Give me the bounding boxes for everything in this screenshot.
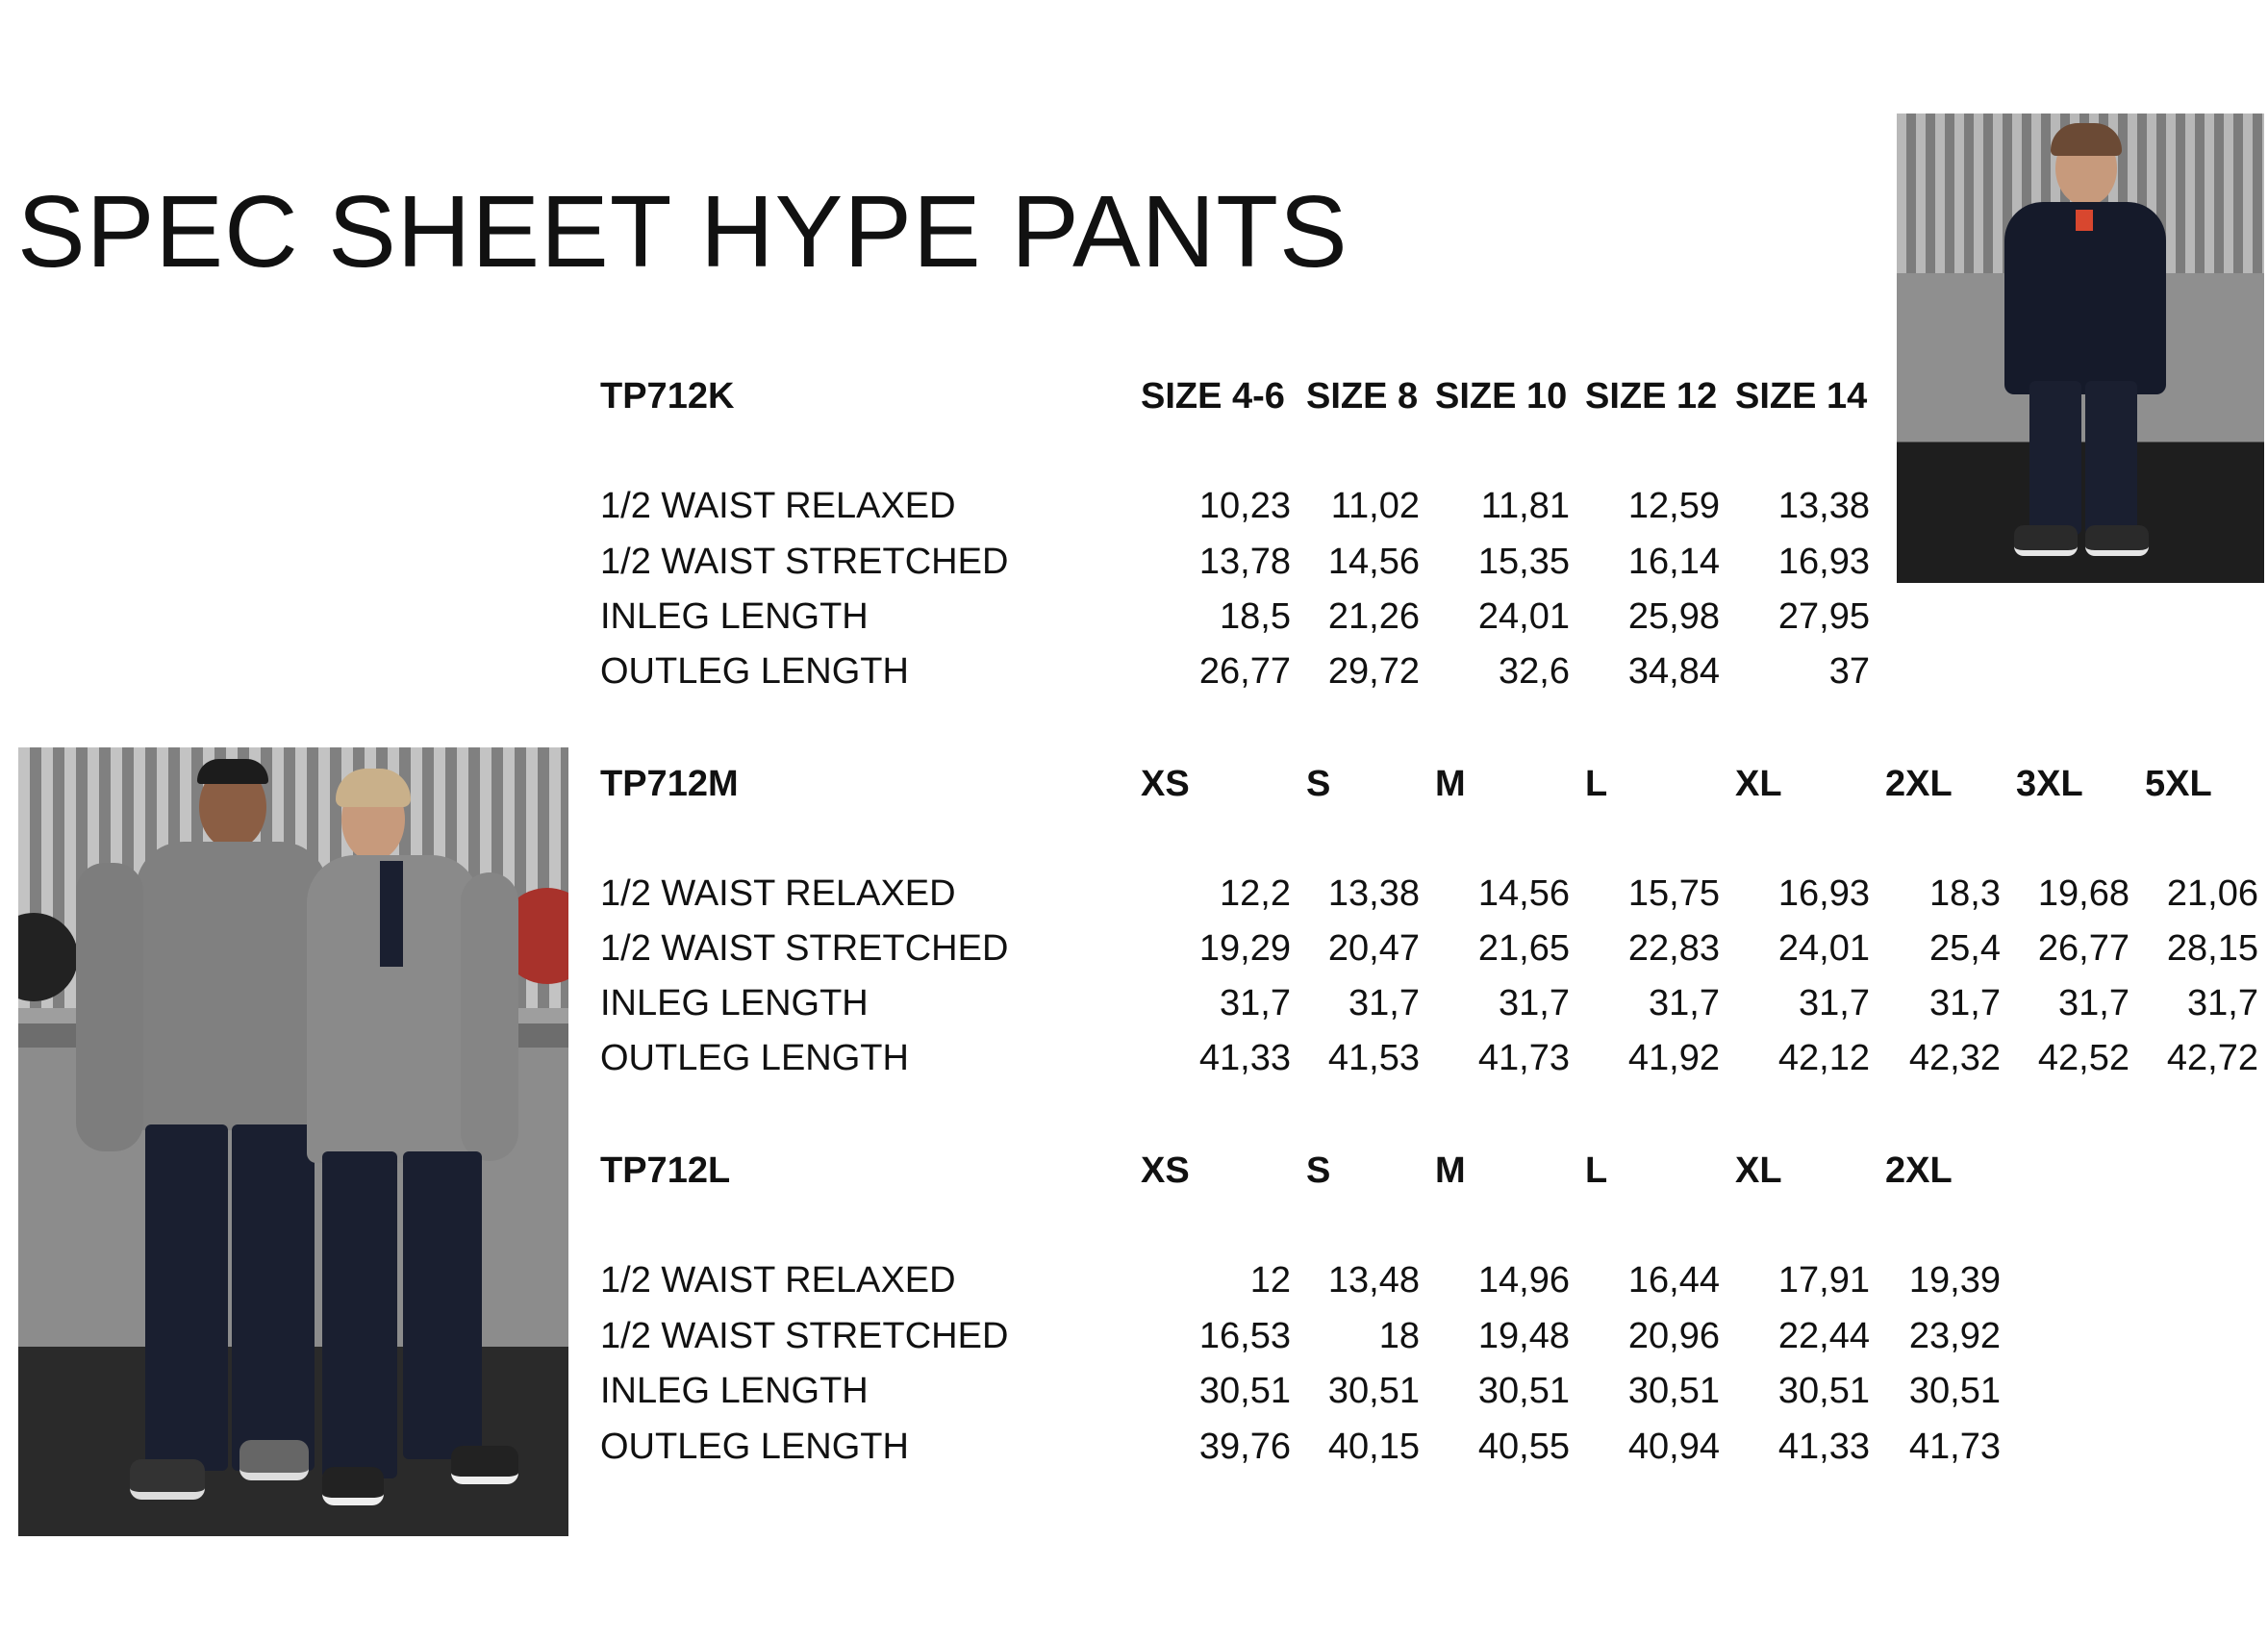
table-cell: 11,81	[1480, 486, 1570, 526]
table-cell: 10,23	[1198, 486, 1291, 526]
table-cell: 31,7	[1929, 983, 2001, 1023]
size-header: 2XL	[1885, 1150, 1953, 1191]
table-cell: 31,7	[1220, 983, 1291, 1023]
table-cell: 30,51	[1777, 1371, 1870, 1411]
table-cell: 30,51	[1908, 1371, 2001, 1411]
table-cell: 40,15	[1327, 1427, 1420, 1467]
table-cell: 25,4	[1929, 928, 2001, 969]
table-cell: 40,55	[1477, 1427, 1570, 1467]
table-cell: 15,35	[1477, 542, 1570, 582]
table-cell: 14,96	[1477, 1260, 1570, 1301]
table-cell: 39,76	[1198, 1427, 1291, 1467]
table-cell: 31,7	[2187, 983, 2258, 1023]
table-cell: 40,94	[1627, 1427, 1720, 1467]
table-cell: 30,51	[1327, 1371, 1420, 1411]
table-cell: 31,7	[1649, 983, 1720, 1023]
table-code: TP712K	[600, 376, 735, 417]
table-cell: 42,52	[2037, 1038, 2129, 1078]
size-header: 5XL	[2145, 764, 2212, 804]
table-cell: 16,44	[1627, 1260, 1720, 1301]
table-cell: 20,96	[1627, 1316, 1720, 1356]
table-cell: 15,75	[1627, 873, 1720, 914]
table-cell: 13,48	[1327, 1260, 1420, 1301]
table-cell: 20,47	[1327, 928, 1420, 969]
size-header: L	[1585, 764, 1608, 804]
table-cell: 13,78	[1198, 542, 1291, 582]
table-cell: 25,98	[1627, 596, 1720, 637]
size-header: 3XL	[2016, 764, 2083, 804]
table-cell: 31,7	[2058, 983, 2129, 1023]
page-title: SPEC SHEET HYPE PANTS	[17, 175, 1348, 289]
table-cell: 42,72	[2166, 1038, 2258, 1078]
table-cell: 41,53	[1327, 1038, 1420, 1078]
table-cell: 41,92	[1627, 1038, 1720, 1078]
table-cell: 12,59	[1627, 486, 1720, 526]
table-cell: 16,14	[1627, 542, 1720, 582]
table-cell: 14,56	[1477, 873, 1570, 914]
size-header: SIZE 12	[1585, 376, 1718, 417]
row-label: INLEG LENGTH	[600, 983, 869, 1023]
table-cell: 22,44	[1777, 1316, 1870, 1356]
table-code: TP712M	[600, 764, 739, 804]
table-cell: 13,38	[1777, 486, 1870, 526]
size-header: SIZE 8	[1306, 376, 1419, 417]
table-cell: 24,01	[1477, 596, 1570, 637]
table-cell: 16,53	[1198, 1316, 1291, 1356]
table-cell: 18	[1378, 1316, 1420, 1356]
table-cell: 16,93	[1777, 542, 1870, 582]
table-cell: 21,65	[1477, 928, 1570, 969]
table-cell: 32,6	[1499, 651, 1570, 692]
table-cell: 22,83	[1627, 928, 1720, 969]
table-cell: 18,5	[1220, 596, 1291, 637]
table-cell: 42,32	[1908, 1038, 2001, 1078]
table-cell: 19,68	[2037, 873, 2129, 914]
table-cell: 13,38	[1327, 873, 1420, 914]
table-cell: 18,3	[1929, 873, 2001, 914]
table-cell: 31,7	[1348, 983, 1420, 1023]
size-header: 2XL	[1885, 764, 1953, 804]
table-cell: 41,33	[1777, 1427, 1870, 1467]
table-cell: 12,2	[1220, 873, 1291, 914]
size-header: XL	[1735, 764, 1782, 804]
table-cell: 37	[1828, 651, 1870, 692]
table-cell: 23,92	[1908, 1316, 2001, 1356]
table-cell: 24,01	[1777, 928, 1870, 969]
size-header: XS	[1141, 1150, 1190, 1191]
table-cell: 41,33	[1198, 1038, 1291, 1078]
table-code: TP712L	[600, 1150, 731, 1191]
table-cell: 28,15	[2166, 928, 2258, 969]
table-cell: 19,48	[1477, 1316, 1570, 1356]
table-cell: 30,51	[1477, 1371, 1570, 1411]
row-label: OUTLEG LENGTH	[600, 1038, 909, 1078]
size-header: SIZE 10	[1435, 376, 1568, 417]
size-header: M	[1435, 764, 1466, 804]
size-header: M	[1435, 1150, 1466, 1191]
adults-product-photo	[18, 747, 568, 1536]
table-cell: 14,56	[1327, 542, 1420, 582]
table-cell: 30,51	[1198, 1371, 1291, 1411]
table-cell: 17,91	[1777, 1260, 1870, 1301]
table-cell: 31,7	[1799, 983, 1870, 1023]
row-label: OUTLEG LENGTH	[600, 651, 909, 692]
table-cell: 31,7	[1499, 983, 1570, 1023]
row-label: 1/2 WAIST STRETCHED	[600, 542, 1009, 582]
table-cell: 27,95	[1777, 596, 1870, 637]
row-label: OUTLEG LENGTH	[600, 1427, 909, 1467]
table-cell: 16,93	[1777, 873, 1870, 914]
table-cell: 26,77	[2037, 928, 2129, 969]
size-header: L	[1585, 1150, 1608, 1191]
table-cell: 19,39	[1908, 1260, 2001, 1301]
table-cell: 34,84	[1627, 651, 1720, 692]
table-cell: 19,29	[1198, 928, 1291, 969]
row-label: INLEG LENGTH	[600, 1371, 869, 1411]
size-header: XS	[1141, 764, 1190, 804]
size-header: SIZE 14	[1735, 376, 1868, 417]
row-label: INLEG LENGTH	[600, 596, 869, 637]
table-cell: 41,73	[1477, 1038, 1570, 1078]
table-cell: 21,06	[2166, 873, 2258, 914]
size-header: S	[1306, 764, 1331, 804]
row-label: 1/2 WAIST RELAXED	[600, 873, 956, 914]
table-cell: 11,02	[1330, 486, 1420, 526]
row-label: 1/2 WAIST RELAXED	[600, 1260, 956, 1301]
size-header: SIZE 4-6	[1141, 376, 1285, 417]
row-label: 1/2 WAIST RELAXED	[600, 486, 956, 526]
table-cell: 42,12	[1777, 1038, 1870, 1078]
row-label: 1/2 WAIST STRETCHED	[600, 1316, 1009, 1356]
table-cell: 21,26	[1327, 596, 1420, 637]
table-cell: 30,51	[1627, 1371, 1720, 1411]
table-cell: 29,72	[1327, 651, 1420, 692]
table-cell: 26,77	[1198, 651, 1291, 692]
size-header: XL	[1735, 1150, 1782, 1191]
size-header: S	[1306, 1150, 1331, 1191]
table-cell: 41,73	[1908, 1427, 2001, 1467]
kid-product-photo	[1897, 114, 2264, 583]
table-cell: 12	[1249, 1260, 1291, 1301]
row-label: 1/2 WAIST STRETCHED	[600, 928, 1009, 969]
